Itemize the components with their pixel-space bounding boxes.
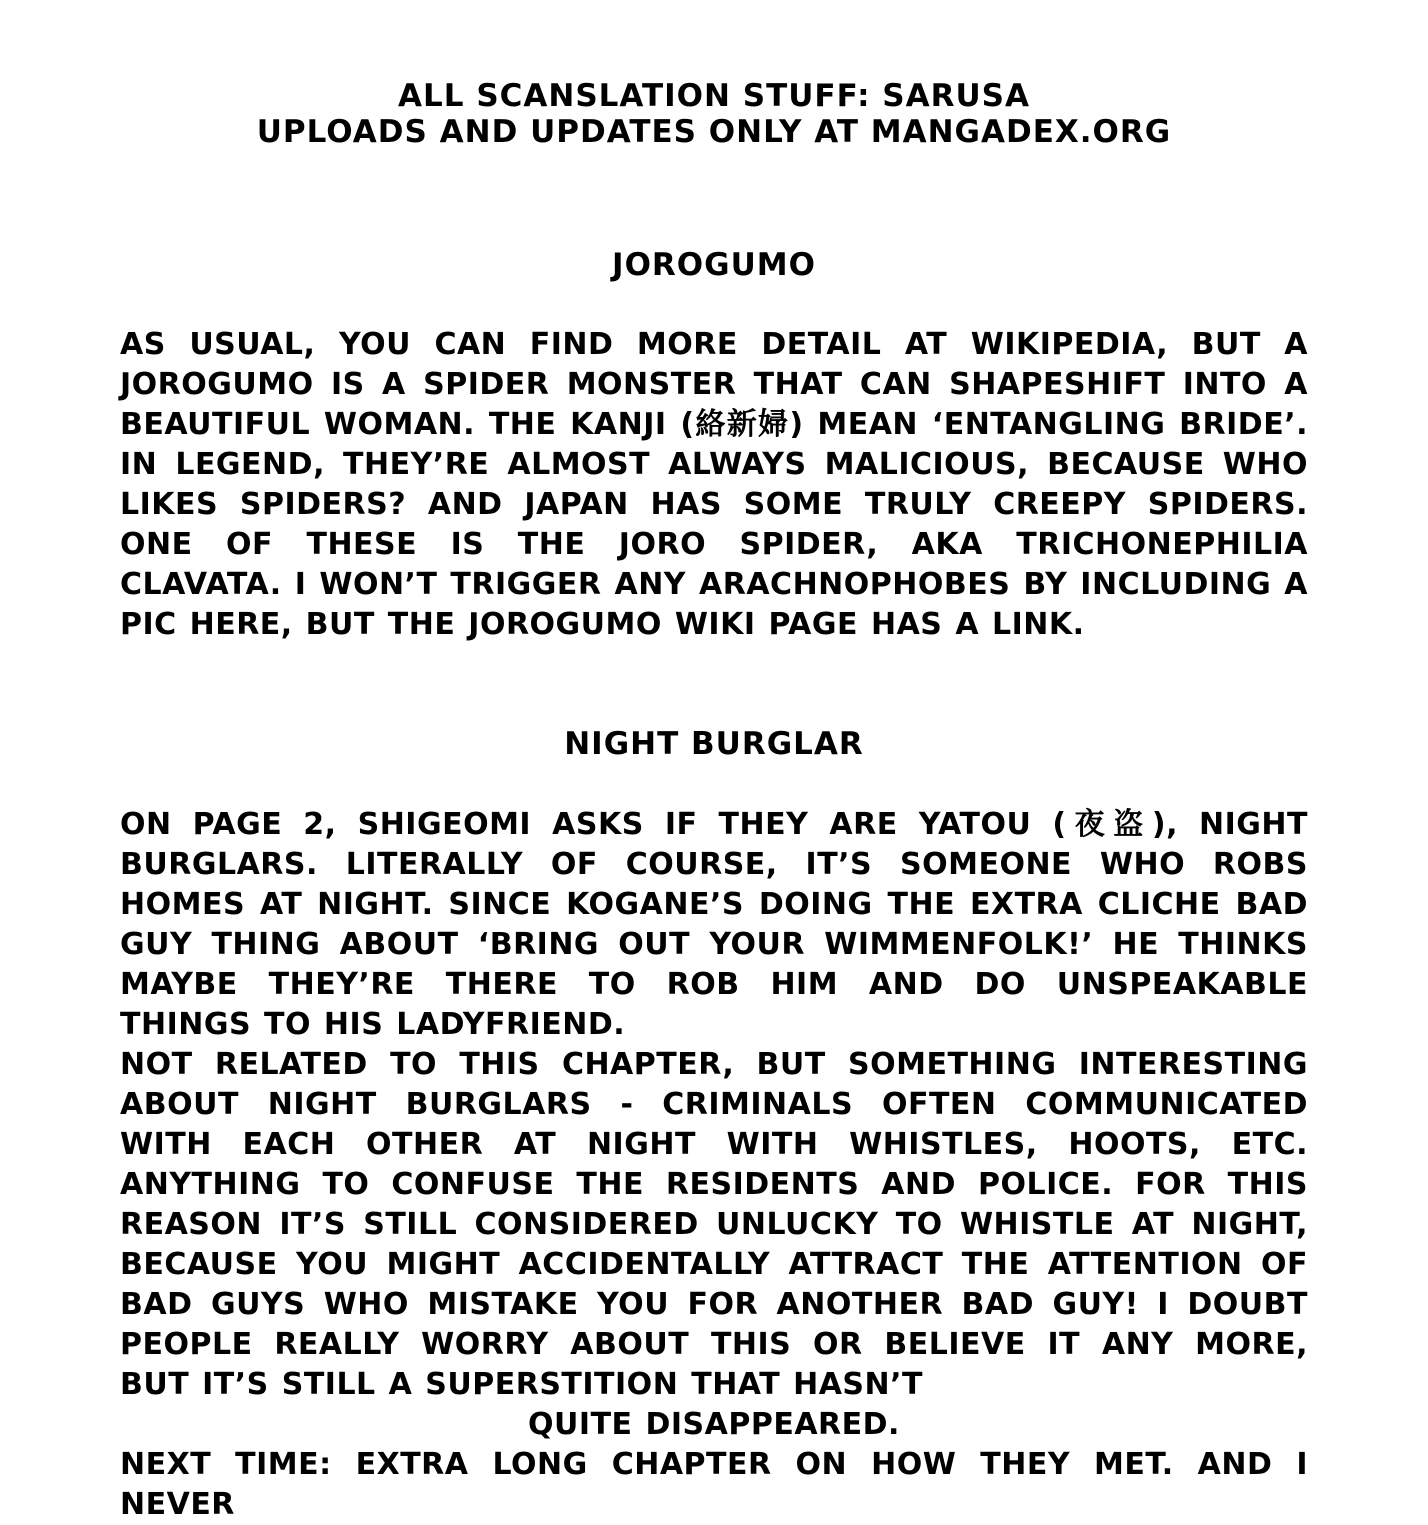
paragraph-tail: QUITE DISAPPEARED. xyxy=(528,1407,900,1442)
credits-block xyxy=(0,78,1428,150)
paragraph-night-burglar-1: ON PAGE 2, SHIGEOMI ASKS IF THEY ARE YATOU (夜盗), NIGHT BURGLARS. LITERALLY OF COURSE, IT’S SOMEONE WHO ROBS HOMES AT NIGHT. SINCE KOGANE’S DOING THE EXTRA CLICHE BAD GUY THING ABOUT ‘BRING OUT YOUR WIMMENFOLK!’ HE THINKS MAYBE THEY’RE THERE TO ROB HIM AND DO UNSPEAKABLE THINGS TO HIS LADYFRIEND. xyxy=(120,807,1308,1042)
paragraph-next-time: NEXT TIME: EXTRA LONG CHAPTER ON HOW THEY MET. AND I NEVER xyxy=(120,1447,1308,1522)
section-heading-jorogumo: JOROGUMO xyxy=(612,247,816,283)
paragraph-jorogumo: AS USUAL, YOU CAN FIND MORE DETAIL AT WIKIPEDIA, BUT A JOROGUMO IS A SPIDER MONSTER THAT CAN SHAPESHIFT INTO A BEAUTIFUL WOMAN. THE KANJI (絡新婦) MEAN ‘ENTANGLING BRIDE’. IN LEGEND, THEY’RE ALMOST ALWAYS MALICIOUS, BECAUSE WHO LIKES SPIDERS? AND JAPAN HAS SOME TRULY CREEPY SPIDERS. ONE OF THESE IS THE JORO SPIDER, AKA TRICHONEPHILIA CLAVATA. I WON’T TRIGGER ANY ARACHNOPHOBES BY INCLUDING A PIC HERE, BUT THE JOROGUMO WIKI PAGE HAS A LINK. xyxy=(120,327,1308,642)
credits-line: ALL SCANSLATION STUFF: SARUSA xyxy=(398,78,1030,114)
paragraph-night-burglar-2 xyxy=(120,1045,1308,1445)
paragraph-text: NOT RELATED TO THIS CHAPTER, BUT SOMETHING INTERESTING ABOUT NIGHT BURGLARS - CRIMINALS OFTEN COMMUNICATED WITH EACH OTHER AT NIGHT WITH WHISTLES, HOOTS, ETC. ANYTHING TO CONFUSE THE RESIDENTS AND POLICE. FOR THIS REASON IT’S STILL CONSIDERED UNLUCKY TO WHISTLE AT NIGHT, BECAUSE YOU MIGHT ACCIDENTALLY ATTRACT THE ATTENTION OF BAD GUYS WHO MISTAKE YOU FOR ANOTHER BAD GUY! I DOUBT PEOPLE REALLY WORRY ABOUT THIS OR BELIEVE IT ANY MORE, BUT IT’S STILL A SUPERSTITION THAT HASN’T xyxy=(120,1047,1308,1402)
credits-line: UPLOADS AND UPDATES ONLY AT MANGADEX.ORG xyxy=(256,114,1172,150)
section-heading-night-burglar: NIGHT BURGLAR xyxy=(564,726,864,762)
